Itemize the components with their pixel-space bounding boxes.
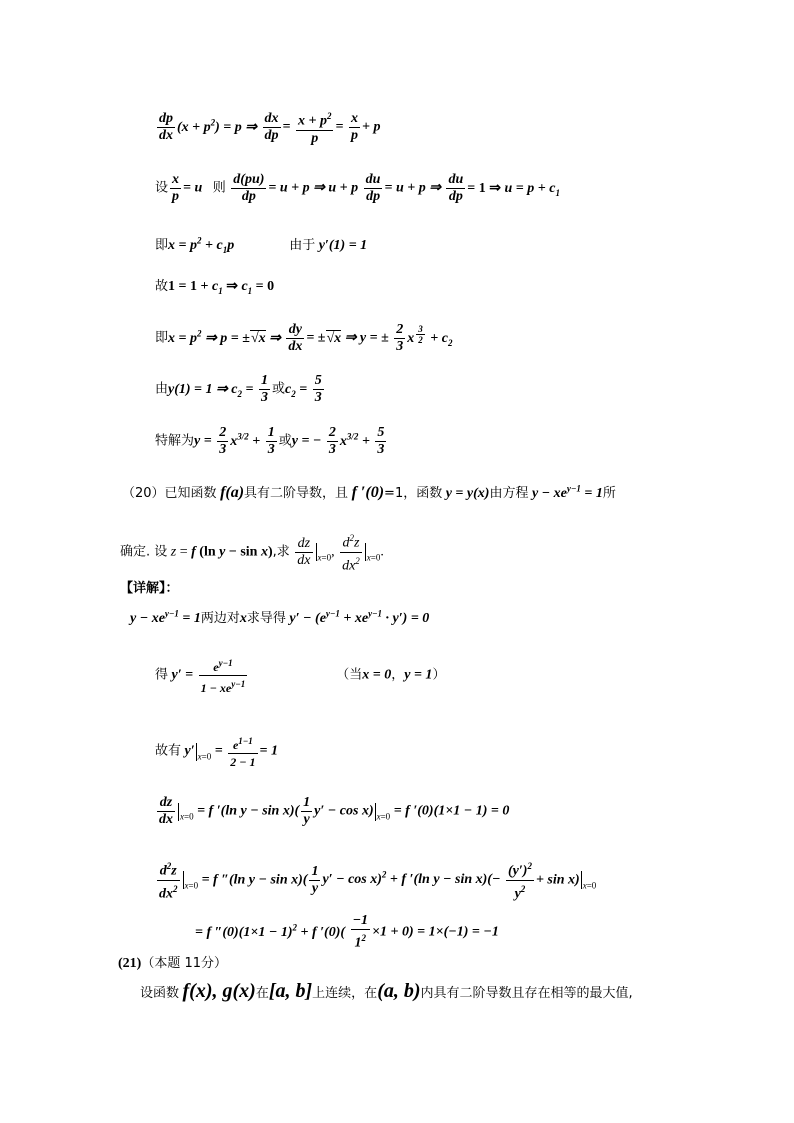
detail-label: 【详解】： <box>120 581 179 596</box>
q21-score: （本题 11分） <box>141 956 228 971</box>
text-you: 由 <box>155 381 169 397</box>
q20-text-f: 确定. 设 <box>120 544 168 560</box>
text-huo: 或 <box>271 381 285 397</box>
detail-line-3: 故有 y′ $_{x=0}$ = $\frac{e^{1-1}}{2 - 1}$ = 1 <box>155 733 278 770</box>
detail-line-5: $\frac{d^2z}{dx^2}$ $_{x=0}$ = f ″(ln y − sin x)( $\frac{1}{y}$ y′ − cos x)$^2$ + f ′(ln y − sin x)(− $\frac{(y')^2}{y^2}$ + sin x) $_{x=0}$ <box>155 858 596 902</box>
q21-text-c: 上连续，在 <box>312 986 378 1001</box>
text-tejiewei: 特解为 <box>155 433 195 449</box>
detail-line-1: $y - xe^{y-1} = 1$两边对x求导得 $y' - (e^{y-1} + xe^{y-1} \cdot y') = 0$ <box>130 608 430 626</box>
detail-line-6: = f $''(0)(1\times 1 - 1)^2 + f$ ′(0)( $\frac{-1}{1^2}$ ×1 + 0) = 1×(−1) = −1 <box>195 913 499 951</box>
text-guyou: 故有 <box>155 743 182 759</box>
text-dang-end: ） <box>432 667 446 683</box>
text-ji: 即 <box>155 238 169 253</box>
detail-heading <box>120 577 179 597</box>
text-de: 得 <box>155 667 169 683</box>
q20-text-a: 已知函数 <box>164 486 217 501</box>
text-she: 设 <box>155 180 169 196</box>
eq-line-2: 设 $\frac{x}{p}$ = u 则 $\frac{d(pu)}{dp}$ = u + p ⇒ u + p $\frac{du}{dp}$ = u + p ⇒ $\frac{du}{dp}$ = 1 ⇒ $u = p + c_1$ <box>155 172 560 204</box>
q20-text-c: =1，函数 <box>384 486 443 501</box>
q20-text-b: 具有二阶导数，且 <box>244 486 349 501</box>
question-21-line-1: 设函数 f(x), g(x)在[a, b]上连续，在(a, b)内具有二阶导数且存在相等的最大值, <box>140 980 633 1002</box>
question-number-21: (21) <box>118 956 142 971</box>
question-21-header <box>118 952 227 972</box>
eq-line-5: 即$x = p^2$ ⇒ p = ±√x ⇒ $\frac{dy}{dx}$ = ±√x ⇒ y = ± $\frac{2}{3}$ x $^{\frac{3}{2}}$ + $c_2$ <box>155 322 453 354</box>
text-qiudao: 求导得 <box>246 611 286 626</box>
eq-line-7: 特解为y = $\frac{2}{3}$ $x^{3/2}$ + $\frac{1}{3}$ 或y = − $\frac{2}{3}$ $x^{3/2}$ + $\frac{5}{3}$ <box>155 425 385 457</box>
text-ze: 则 <box>212 180 226 196</box>
eq-line-6: 由y(1) = 1 ⇒ $c_2$ = $\frac{1}{3}$ 或$c_2$ = $\frac{5}{3}$ <box>155 373 322 405</box>
detail-line-2: 得 y′ = $\frac{e^{y-1}}{1 - xe^{y-1}}$ （当x = 0，y = 1） <box>155 655 445 696</box>
q20-text-d: 由方程 <box>489 486 529 501</box>
text-gu: 故 <box>155 279 169 294</box>
q21-text-a: 设函数 <box>140 986 180 1001</box>
text-huo-2: 或 <box>278 433 292 449</box>
eq-line-4: 故$1 = 1 + c_1$ ⇒ $c_1 = 0$ <box>155 279 275 296</box>
question-number-20: （20） <box>122 486 165 501</box>
q20-text-g: ,求 <box>272 544 290 560</box>
text-liangbian: 两边对 <box>200 611 240 626</box>
text-youyu: 由于 <box>289 238 316 253</box>
eq-line-3: 即$x = p^2 + c_1p$ 由于 y′(1) = 1 <box>155 235 368 255</box>
q21-text-d: 内具有二阶导数且存在相等的最大值, <box>420 986 633 1001</box>
q21-text-b: 在 <box>255 986 269 1001</box>
question-20-line-1: （20）已知函数 f(a)具有二阶导数，且 f ′(0)=1，函数 y = y(x)由方程 $y - xe^{y-1} = 1$所 <box>122 483 616 501</box>
text-dang: （当 <box>336 667 363 683</box>
q20-text-e: 所 <box>602 486 616 501</box>
eq-line-1: $\frac{dp}{dx}$ $(x + p^2) = p$ ⇒ $\frac{dx}{dp}$ = $\frac{x + p^2}{p}$ = $\frac{x}{p}$ + p <box>155 108 380 147</box>
detail-line-4: $\frac{dz}{dx}$ $_{x=0}$ = f ′(ln y − sin x)( $\frac{1}{y}$ y′ − cos x) $_{x=0}$ = f ′(0)(1×1 − 1) = 0 <box>159 795 510 827</box>
text-ji-2: 即 <box>155 330 169 346</box>
question-20-line-2: 确定. 设 z = f (ln y − sin x),求 $\frac{dz}{dx}$ $_{x=0}$, $\frac{d^2z}{dx^2}$ $_{x=0}$. <box>120 530 384 574</box>
